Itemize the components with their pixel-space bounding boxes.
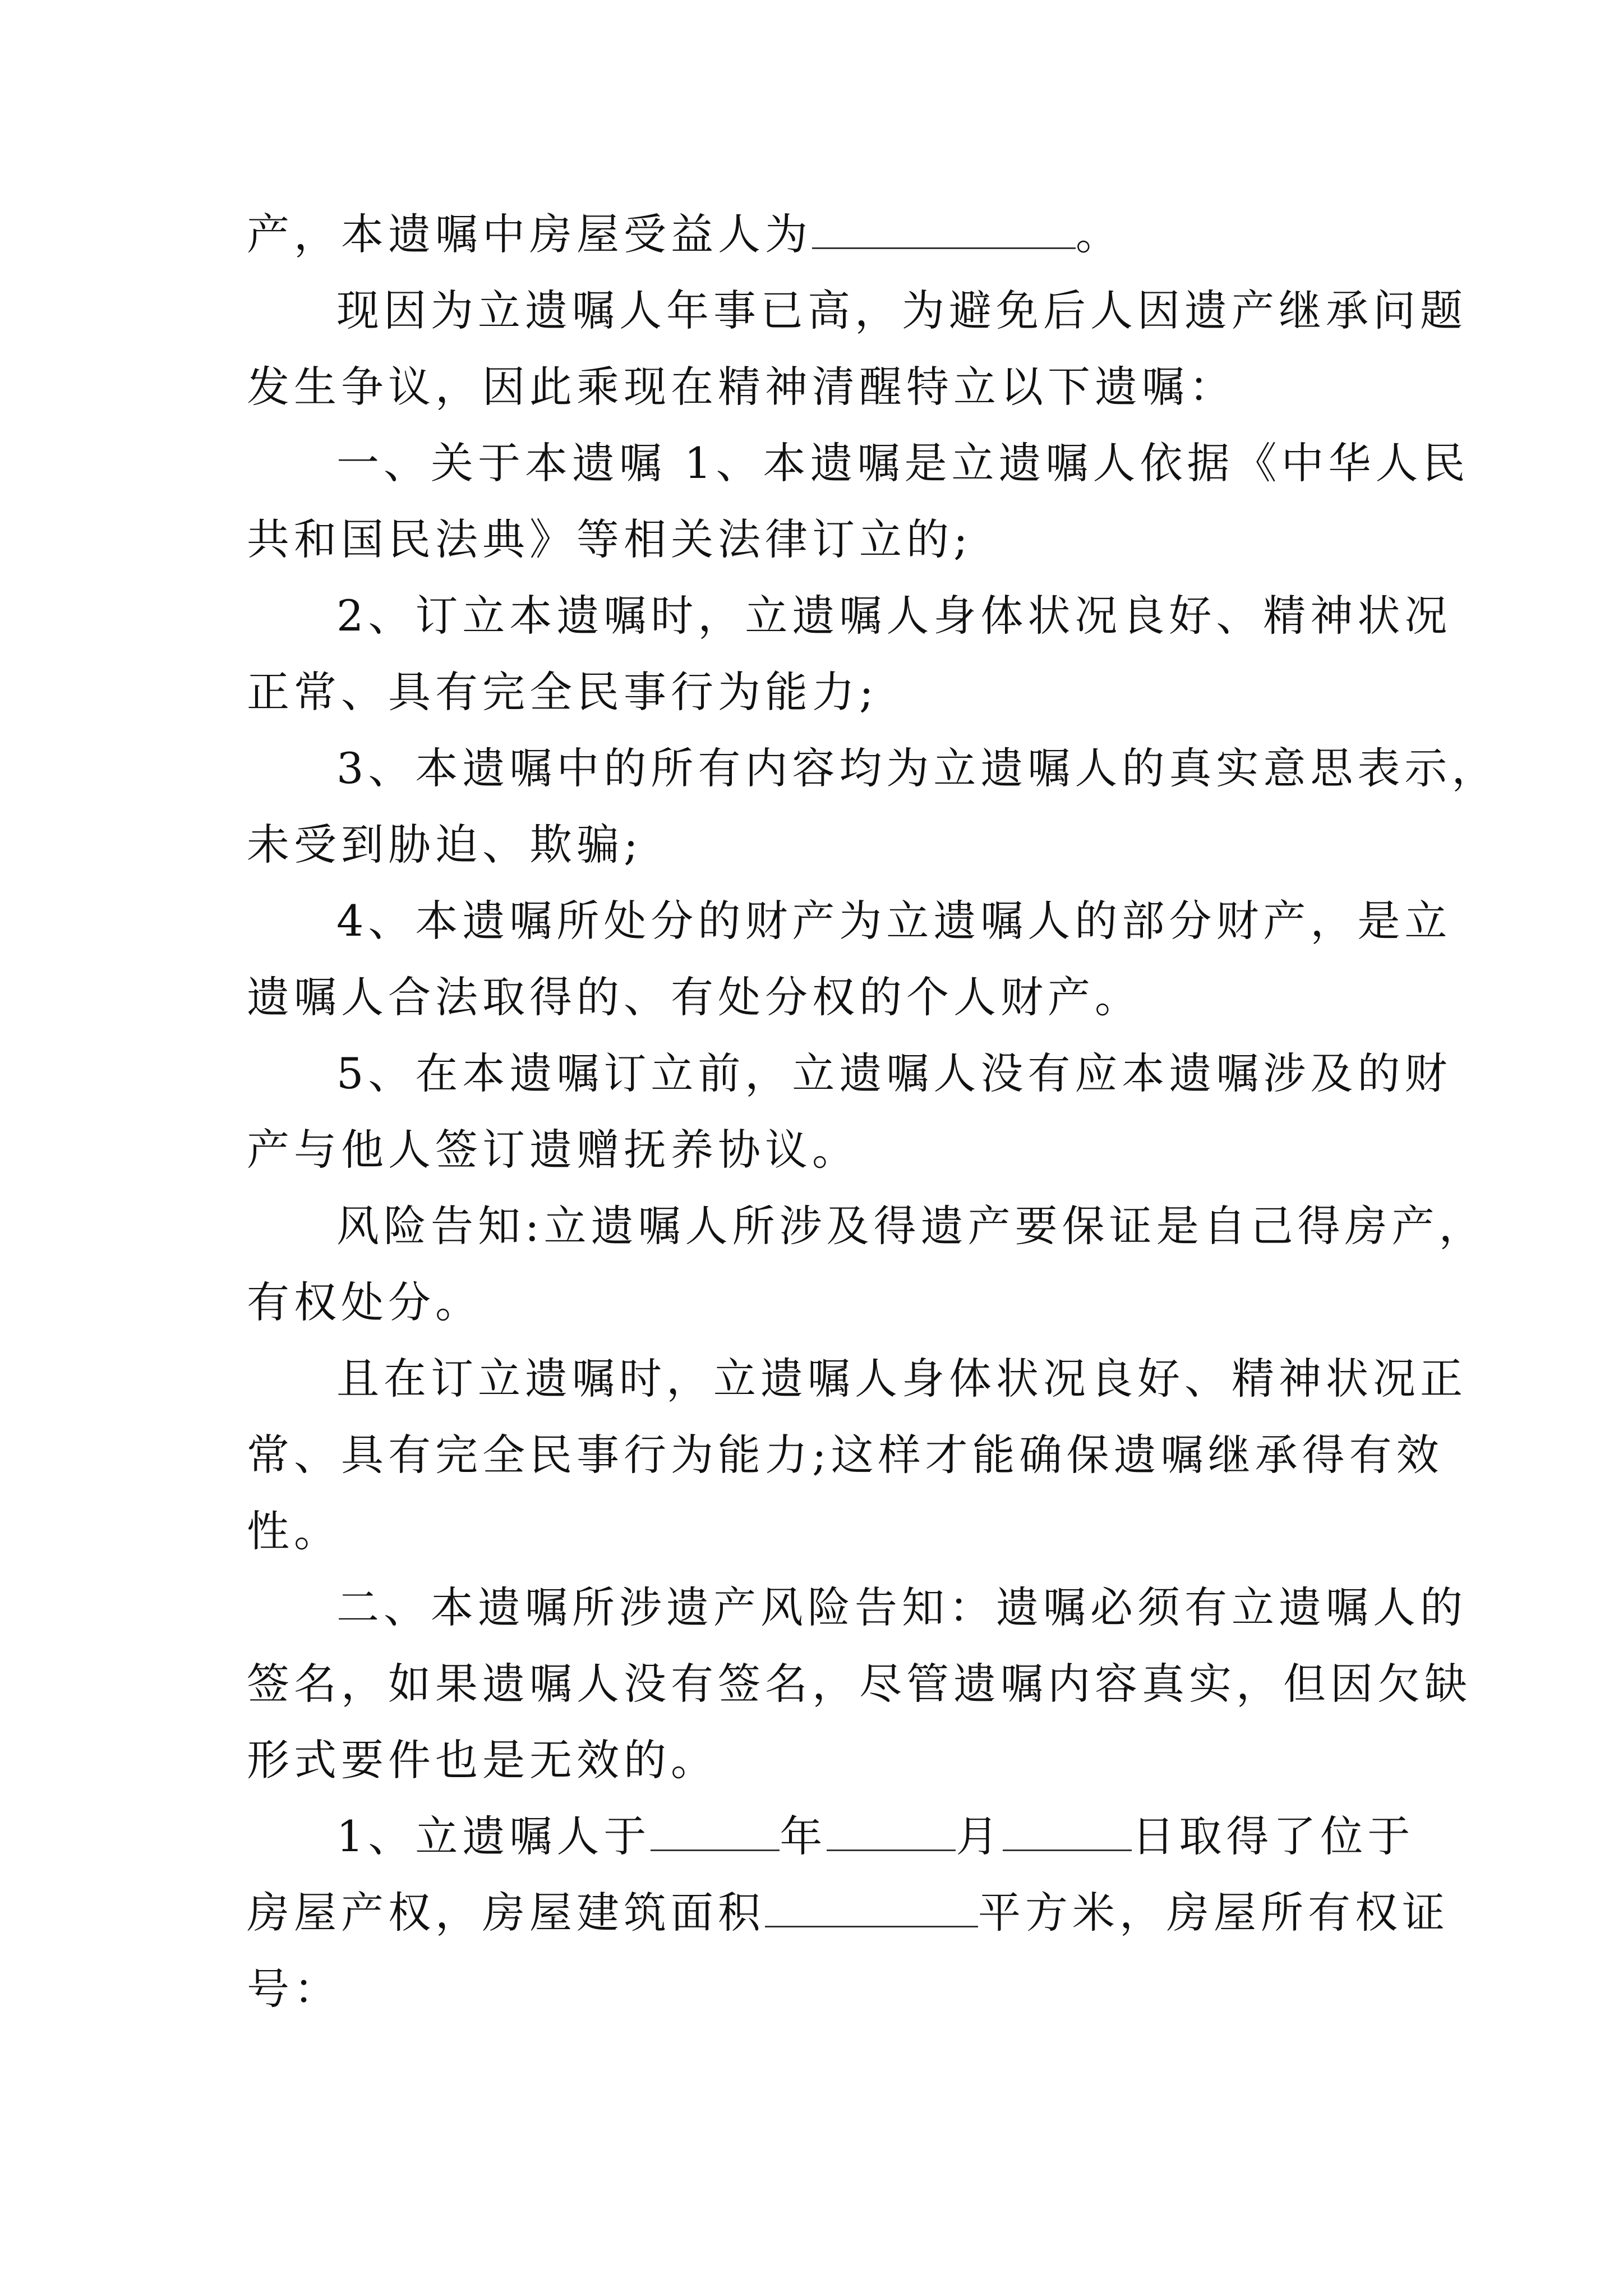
paragraph-line: 签名，如果遗嘱人没有签名，尽管遗嘱内容真实，但因欠缺 [247,1659,1472,1709]
text-segment: 。 [1076,209,1123,259]
text-segment: 1、立遗嘱人于 [336,1811,651,1861]
paragraph-line: 性。 [247,1506,341,1556]
paragraph-line: 形式要件也是无效的。 [247,1735,718,1785]
text-segment: 年 [780,1811,827,1861]
paragraph-line [247,1798,1415,1875]
text-segment: 月 [956,1811,1003,1861]
paragraph-line: 一、关于本遗嘱 1、本遗嘱是立遗嘱人依据《中华人民 [336,438,1470,488]
year-blank [651,1816,780,1851]
paragraph-line: 未受到胁迫、欺骗; [247,820,643,869]
area-blank [765,1892,978,1927]
paragraph-line: 5、在本遗嘱订立前，立遗嘱人没有应本遗嘱涉及的财 [336,1048,1452,1098]
paragraph-line: 号： [247,1964,341,2014]
paragraph-line [247,196,1385,273]
paragraph-line: 有权处分。 [247,1277,482,1327]
month-blank [827,1816,956,1851]
paragraph-line: 4、本遗嘱所处分的财产为立遗嘱人的部分财产，是立 [336,896,1452,946]
document-body [247,196,1499,2027]
paragraph-line: 发生争议，因此乘现在精神清醒特立以下遗嘱： [247,362,1236,412]
paragraph-line: 且在订立遗嘱时，立遗嘱人身体状况良好、精神状况正 [336,1354,1467,1404]
paragraph-line [247,1875,1449,1951]
text-segment: 日取得了位于 [1132,1811,1415,1861]
paragraph-line: 遗嘱人合法取得的、有处分权的个人财产。 [247,972,1142,1022]
beneficiary-blank [812,214,1076,249]
paragraph-line: 常、具有完全民事行为能力;这样才能确保遗嘱继承得有效 [247,1430,1444,1480]
paragraph-line: 2、订立本遗嘱时，立遗嘱人身体状况良好、精神状况 [336,591,1452,641]
text-segment: 平方米，房屋所有权证 [978,1888,1449,1938]
paragraph-line: 现因为立遗嘱人年事已高，为避免后人因遗产继承问题 [336,286,1467,335]
text-segment: 产，本遗嘱中房屋受益人为 [247,209,812,259]
text-segment: 房屋产权，房屋建筑面积 [247,1888,765,1938]
paragraph-line: 共和国民法典》等相关法律订立的; [247,514,972,564]
paragraph-line: 正常、具有完全民事行为能力; [247,667,878,717]
day-blank [1003,1816,1132,1851]
paragraph-line: 3、本遗嘱中的所有内容均为立遗嘱人的真实意思表示， [336,743,1499,793]
paragraph-line: 风险告知:立遗嘱人所涉及得遗产要保证是自己得房产， [336,1201,1486,1251]
paragraph-line: 二、本遗嘱所涉遗产风险告知：遗嘱必须有立遗嘱人的 [336,1582,1467,1632]
paragraph-line: 产与他人签订遗赠抚养协议。 [247,1125,859,1175]
